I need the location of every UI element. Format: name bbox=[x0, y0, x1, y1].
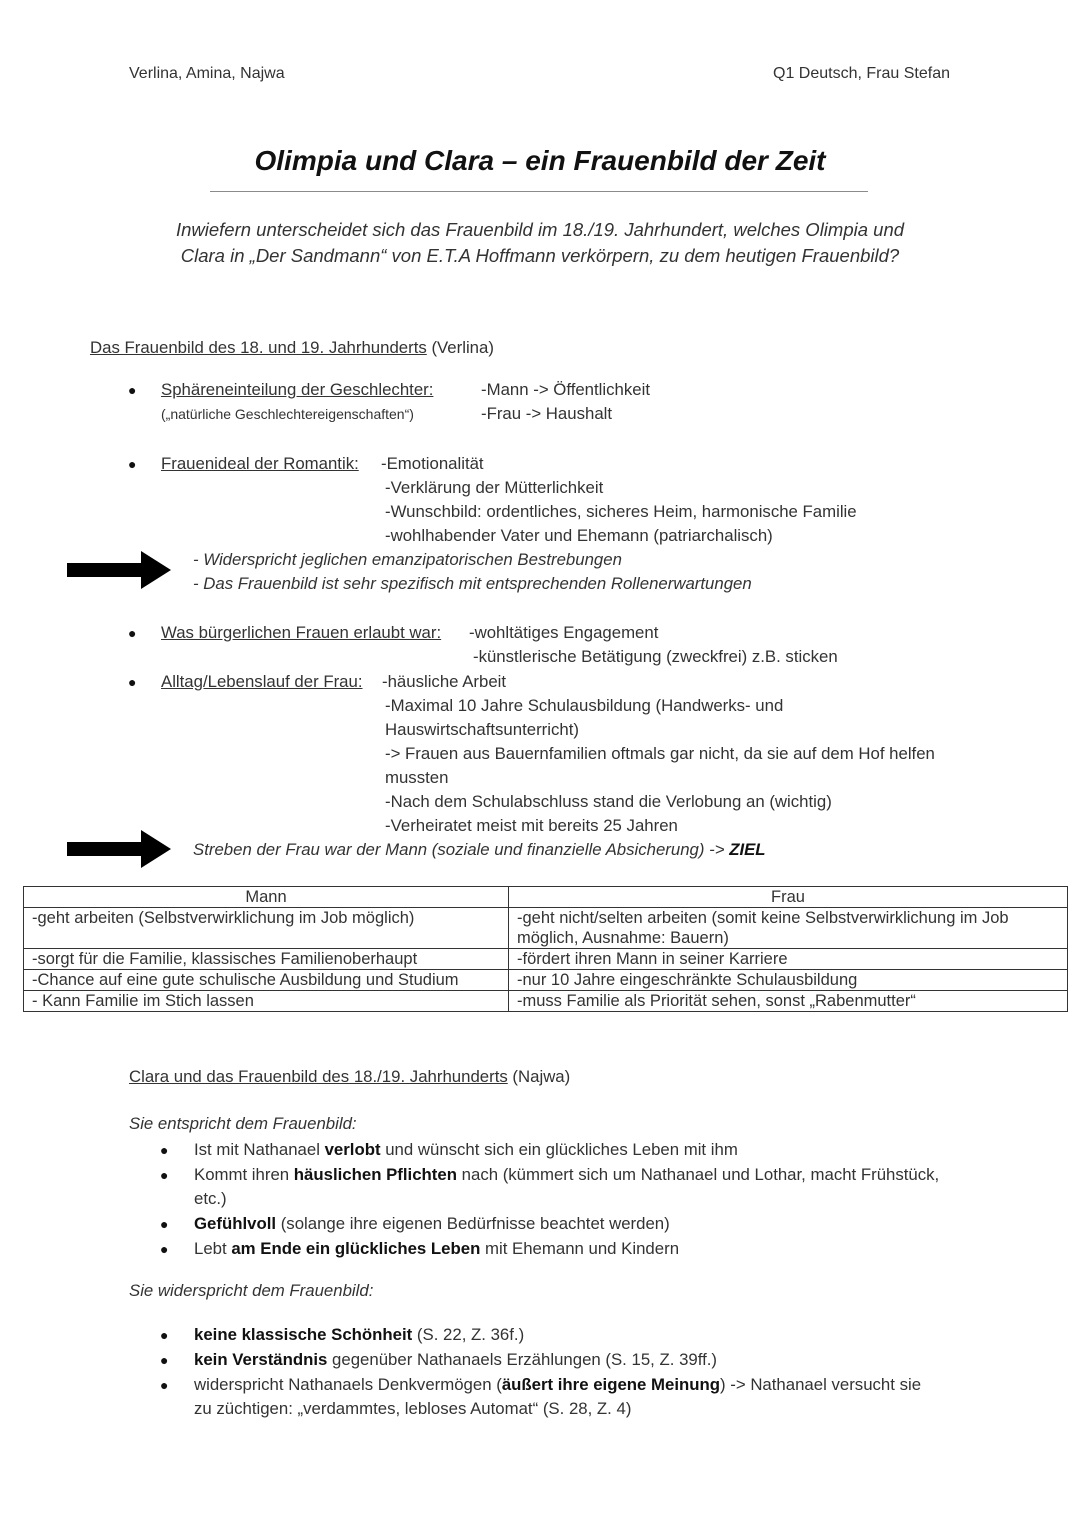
ideal-value: -Verklärung der Mütterlichkeit bbox=[385, 478, 604, 497]
research-question-line1: Inwiefern unterscheidet sich das Frauenbild im 18./19. Jahrhundert, welches Olimpia und bbox=[175, 219, 905, 240]
bullet-icon: ● bbox=[160, 1327, 169, 1343]
agree-item: Lebt am Ende ein glückliches Leben mit Ehemann und Kindern bbox=[194, 1239, 680, 1258]
ideal-conclusion: - Widerspricht jeglichen emanzipatorischen Bestrebungen bbox=[193, 550, 622, 569]
ideal-label: Frauenideal der Romantik: bbox=[161, 454, 359, 473]
section2-heading-line bbox=[129, 1067, 570, 1087]
section1-author: (Verlina) bbox=[431, 338, 494, 357]
table-row bbox=[24, 991, 1068, 1012]
agree-item-continued: etc.) bbox=[194, 1189, 227, 1208]
ideal-value: -Emotionalität bbox=[381, 454, 484, 473]
table-cell: -geht nicht/selten arbeiten (somit keine Selbstverwirklichung im Job möglich, Ausnahme: Bauern) bbox=[509, 908, 1068, 949]
daily-value: -> Frauen aus Bauernfamilien oftmals gar nicht, da sie auf dem Hof helfen bbox=[385, 744, 935, 763]
goal-keyword: ZIEL bbox=[729, 840, 766, 859]
table-row bbox=[24, 908, 1068, 949]
spheres-sublabel: („natürliche Geschlechtereigenschaften“) bbox=[161, 406, 414, 422]
contra-item: keine klassische Schönheit (S. 22, Z. 36f.) bbox=[194, 1325, 525, 1344]
agree-heading: Sie entspricht dem Frauenbild: bbox=[129, 1114, 357, 1133]
table-row bbox=[24, 970, 1068, 991]
ideal-conclusion: - Das Frauenbild ist sehr spezifisch mit entsprechenden Rollenerwartungen bbox=[193, 574, 752, 593]
bullet-icon: ● bbox=[128, 382, 137, 398]
allowed-value: -künstlerische Betätigung (zweckfrei) z.B. sticken bbox=[473, 647, 838, 666]
agree-item: Ist mit Nathanael verlobt und wünscht sich ein glückliches Leben mit ihm bbox=[194, 1140, 738, 1159]
bullet-icon: ● bbox=[160, 1142, 169, 1158]
title-divider bbox=[210, 191, 868, 192]
bullet-icon: ● bbox=[128, 674, 137, 690]
page-title: Olimpia und Clara – ein Frauenbild der Zeit bbox=[254, 145, 826, 176]
bullet-icon: ● bbox=[128, 456, 137, 472]
contra-item: widerspricht Nathanaels Denkvermögen (äußert ihre eigene Meinung) -> Nathanael versucht sie bbox=[194, 1375, 922, 1394]
daily-value: mussten bbox=[385, 768, 449, 787]
table-cell: -fördert ihren Mann in seiner Karriere bbox=[509, 949, 1068, 970]
section1-heading: Das Frauenbild des 18. und 19. Jahrhunderts bbox=[90, 338, 427, 357]
contra-item-continued: zu züchtigen: „verdammtes, lebloses Automat“ (S. 28, Z. 4) bbox=[194, 1399, 632, 1418]
arrow-right-icon bbox=[67, 550, 171, 590]
arrow-right-icon bbox=[67, 829, 171, 869]
bullet-icon: ● bbox=[160, 1167, 169, 1183]
daily-value: Hauswirtschaftsunterricht) bbox=[385, 720, 579, 739]
table-cell: - Kann Familie im Stich lassen bbox=[24, 991, 509, 1012]
bullet-icon: ● bbox=[160, 1352, 169, 1368]
table-header-woman: Frau bbox=[509, 887, 1068, 908]
bullet-icon: ● bbox=[160, 1377, 169, 1393]
ideal-value: -wohlhabender Vater und Ehemann (patriarchalisch) bbox=[385, 526, 773, 545]
contra-heading: Sie widerspricht dem Frauenbild: bbox=[129, 1281, 374, 1300]
bullet-icon: ● bbox=[160, 1241, 169, 1257]
author-names: Verlina, Amina, Najwa bbox=[129, 65, 285, 82]
daily-value: -häusliche Arbeit bbox=[382, 672, 507, 691]
daily-value: -Maximal 10 Jahre Schulausbildung (Handwerks- und bbox=[385, 696, 784, 715]
comparison-table bbox=[23, 886, 1068, 1012]
table-cell: -geht arbeiten (Selbstverwirklichung im Job möglich) bbox=[24, 908, 509, 949]
table-cell: -nur 10 Jahre eingeschränkte Schulausbildung bbox=[509, 970, 1068, 991]
spheres-value-man: -Mann -> Öffentlichkeit bbox=[481, 380, 650, 399]
bullet-icon: ● bbox=[160, 1216, 169, 1232]
table-cell: -Chance auf eine gute schulische Ausbildung und Studium bbox=[24, 970, 509, 991]
daily-value: -Verheiratet meist mit bereits 25 Jahren bbox=[385, 816, 678, 835]
ideal-value: -Wunschbild: ordentliches, sicheres Heim, harmonische Familie bbox=[385, 502, 857, 521]
section2-heading: Clara und das Frauenbild des 18./19. Jahrhunderts bbox=[129, 1067, 508, 1086]
table-cell: -muss Familie als Priorität sehen, sonst „Rabenmutter“ bbox=[509, 991, 1068, 1012]
section1-heading-line bbox=[90, 338, 494, 358]
daily-label: Alltag/Lebenslauf der Frau: bbox=[161, 672, 363, 691]
agree-item: Gefühlvoll (solange ihre eigenen Bedürfnisse beachtet werden) bbox=[194, 1214, 670, 1233]
course-info: Q1 Deutsch, Frau Stefan bbox=[773, 65, 950, 82]
table-header-row bbox=[24, 887, 1068, 908]
table-header-man: Mann bbox=[24, 887, 509, 908]
daily-value: -Nach dem Schulabschluss stand die Verlobung an (wichtig) bbox=[385, 792, 832, 811]
research-question-line2: Clara in „Der Sandmann“ von E.T.A Hoffmann verkörpern, zu dem heutigen Frauenbild? bbox=[180, 245, 900, 266]
table-cell: -sorgt für die Familie, klassisches Familienoberhaupt bbox=[24, 949, 509, 970]
table-row bbox=[24, 949, 1068, 970]
spheres-value-woman: -Frau -> Haushalt bbox=[481, 404, 613, 423]
allowed-value: -wohltätiges Engagement bbox=[469, 623, 659, 642]
daily-conclusion: Streben der Frau war der Mann (soziale und finanzielle Absicherung) -> ZIEL bbox=[193, 840, 766, 859]
section2-author: (Najwa) bbox=[512, 1067, 571, 1086]
agree-item: Kommt ihren häuslichen Pflichten nach (kümmert sich um Nathanael und Lothar, macht Frühstück, bbox=[194, 1165, 940, 1184]
bullet-icon: ● bbox=[128, 625, 137, 641]
contra-item: kein Verständnis gegenüber Nathanaels Erzählungen (S. 15, Z. 39ff.) bbox=[194, 1350, 718, 1369]
spheres-label: Sphäreneinteilung der Geschlechter: bbox=[161, 380, 434, 399]
allowed-label: Was bürgerlichen Frauen erlaubt war: bbox=[161, 623, 442, 642]
